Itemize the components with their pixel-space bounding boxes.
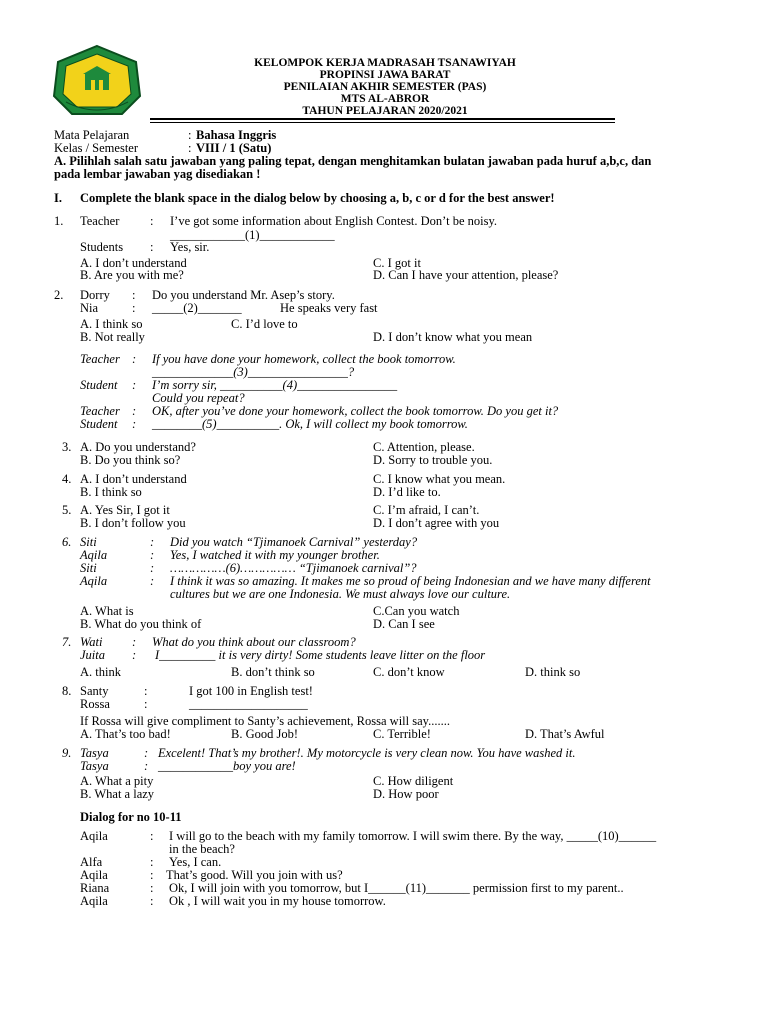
instruction-line-1: A. Pilihlah salah satu jawaban yang paling tepat, dengan menghitamkan bulatan jawaban pada huruf a,b,c, dan xyxy=(54,154,652,168)
class-colon: : xyxy=(188,141,192,155)
q4-option-d: D. I’d like to. xyxy=(373,485,441,499)
q6-option-a: A. What is xyxy=(80,604,134,618)
q1-blank: ____________(1)____________ xyxy=(170,228,335,242)
q7-line-1: What do you think about our classroom? xyxy=(152,635,356,649)
q4-option-a: A. I don’t understand xyxy=(80,472,187,486)
header-line-5: TAHUN PELAJARAN 2020/2021 xyxy=(302,105,468,117)
dialog1011-colon-5: : xyxy=(150,894,154,908)
q6-speaker-4: Aqila xyxy=(80,574,108,588)
q8-prompt: If Rossa will give compliment to Santy’s achievement, Rossa will say....... xyxy=(80,714,450,728)
dialog1011-line-1: I will go to the beach with my family tomorrow. I will swim there. By the way, _____(10)______ xyxy=(169,829,657,843)
q8-number: 8. xyxy=(62,684,72,698)
q7-option-c: C. don’t know xyxy=(373,665,445,679)
q6-speaker-3: Siti xyxy=(80,561,97,575)
subject-colon: : xyxy=(188,128,192,142)
q1-line-2: Yes, sir. xyxy=(170,240,210,254)
q3-option-a: A. Do you understand? xyxy=(80,440,196,454)
q1-speaker-1: Teacher xyxy=(80,214,120,228)
q6-colon-4: : xyxy=(150,574,155,588)
q6-option-b: B. What do you think of xyxy=(80,617,202,631)
q6-line-4b: cultures but we are one Indonesia. We must always love our culture. xyxy=(170,587,511,601)
q9-speaker-2: Tasya xyxy=(80,759,109,773)
q3-number: 3. xyxy=(62,440,72,454)
q5-option-b: B. I don’t follow you xyxy=(80,516,186,530)
dialog1011-line-3: That’s good. Will you join with us? xyxy=(166,868,343,882)
dialog35-speaker-1: Teacher xyxy=(80,352,120,366)
q8-blank: ___________________ xyxy=(189,697,308,711)
dialog35-colon-4: : xyxy=(132,417,137,431)
dialog1011-line-4: Ok, I will join with you tomorrow, but I______(11)_______ permission first to my parent.. xyxy=(169,881,624,895)
q6-speaker-2: Aqila xyxy=(80,548,108,562)
header-rule-bottom xyxy=(150,122,615,123)
dialog1011-colon-4: : xyxy=(150,881,154,895)
subject-value: Bahasa Inggris xyxy=(196,128,277,142)
q8-speaker-2: Rossa xyxy=(80,697,110,711)
dialog35-speaker-3: Teacher xyxy=(80,404,120,418)
dialog1011-speaker-5: Aqila xyxy=(80,894,108,908)
q6-colon-3: : xyxy=(150,561,155,575)
q1-option-c: C. I got it xyxy=(373,256,421,270)
dialog1011-colon-2: : xyxy=(150,855,154,869)
q1-option-a: A. I don’t understand xyxy=(80,256,187,270)
q8-option-a: A. That’s too bad! xyxy=(80,727,171,741)
dialog1011-speaker-3: Aqila xyxy=(80,868,108,882)
class-value: VIII / 1 (Satu) xyxy=(196,141,272,155)
header-line-2: PROPINSI JAWA BARAT xyxy=(319,69,451,81)
dialog35-blank-3: _____________(3)________________? xyxy=(152,365,355,379)
q7-speaker-1: Wati xyxy=(80,635,103,649)
q6-speaker-1: Siti xyxy=(80,535,97,549)
q2-speaker-2: Nia xyxy=(80,301,99,315)
q9-speaker-1: Tasya xyxy=(80,746,109,760)
section-instruction: Complete the blank space in the dialog below by choosing a, b, c or d for the best answer! xyxy=(80,191,555,205)
q2-speaker-1: Dorry xyxy=(80,288,110,302)
q4-option-b: B. I think so xyxy=(80,485,142,499)
q2-colon-1: : xyxy=(132,288,136,302)
q9-option-b: B. What a lazy xyxy=(80,787,155,801)
class-label: Kelas / Semester xyxy=(54,141,139,155)
q2-option-b: B. Not really xyxy=(80,330,145,344)
q8-speaker-1: Santy xyxy=(80,684,109,698)
dialog35-line-2: I’m sorry sir, __________(4)________________ xyxy=(152,378,398,392)
q5-number: 5. xyxy=(62,503,72,517)
dialog1011-speaker-2: Alfa xyxy=(80,855,103,869)
q6-colon-1: : xyxy=(150,535,155,549)
q7-colon-1: : xyxy=(132,635,137,649)
dialog35-speaker-2: Student xyxy=(80,378,118,392)
q9-number: 9. xyxy=(62,746,72,760)
q5-option-d: D. I don’t agree with you xyxy=(373,516,500,530)
school-logo xyxy=(52,44,142,118)
q1-speaker-2: Students xyxy=(80,240,124,254)
dialog1011-speaker-1: Aqila xyxy=(80,829,108,843)
dialog35-line-2b: Could you repeat? xyxy=(152,391,245,405)
q9-option-a: A. What a pity xyxy=(80,774,154,788)
q6-option-d: D. Can I see xyxy=(373,617,435,631)
q6-colon-2: : xyxy=(150,548,155,562)
q8-option-d: D. That’s Awful xyxy=(525,727,605,741)
q7-option-d: D. think so xyxy=(525,665,581,679)
dialog35-colon-3: : xyxy=(132,404,137,418)
q2-blank: _____(2)_______ xyxy=(152,301,242,315)
q9-option-c: C. How diligent xyxy=(373,774,454,788)
q6-line-1: Did you watch “Tjimanoek Carnival” yesterday? xyxy=(170,535,418,549)
dialog1011-colon-1: : xyxy=(150,829,154,843)
dialog1011-line-5: Ok , I will wait you in my house tomorrow. xyxy=(169,894,386,908)
q8-colon-1: : xyxy=(144,684,148,698)
q1-line-1: I’ve got some information about English Contest. Don’t be noisy. xyxy=(170,214,498,228)
dialog1011-title: Dialog for no 10-11 xyxy=(80,810,182,824)
header-line-4: MTS AL-ABROR xyxy=(340,93,430,105)
dialog1011-colon-3: : xyxy=(150,868,154,882)
q2-option-c: C. I’d love to xyxy=(231,317,298,331)
q6-option-c: C.Can you watch xyxy=(373,604,460,618)
dialog35-line-3: OK, after you’ve done your homework, collect the book tomorrow. Do you get it? xyxy=(152,404,559,418)
q6-number: 6. xyxy=(62,535,72,549)
q7-option-a: A. think xyxy=(80,665,121,679)
dialog1011-line-2: Yes, I can. xyxy=(169,855,222,869)
q2-colon-2: : xyxy=(132,301,136,315)
q2-option-a: A. I think so xyxy=(80,317,143,331)
dialog35-line-1: If you have done your homework, collect the book tomorrow. xyxy=(152,352,456,366)
q2-line-1: Do you understand Mr. Asep’s story. xyxy=(152,288,335,302)
dialog35-line-4: ________(5)__________. Ok, I will collect my book tomorrow. xyxy=(152,417,468,431)
dialog1011-speaker-4: Riana xyxy=(80,881,110,895)
q1-colon-1: : xyxy=(150,214,154,228)
section-number: I. xyxy=(54,191,62,205)
q1-option-b: B. Are you with me? xyxy=(80,268,184,282)
q9-option-d: D. How poor xyxy=(373,787,439,801)
q6-line-3: ……………(6)…………… “Tjimanoek carnival”? xyxy=(170,561,417,575)
q7-option-b: B. don’t think so xyxy=(231,665,315,679)
q6-line-2: Yes, I watched it with my younger brother. xyxy=(170,548,380,562)
q7-colon-2: : xyxy=(132,648,137,662)
q2-line-2: He speaks very fast xyxy=(280,301,378,315)
q8-option-c: C. Terrible! xyxy=(373,727,431,741)
q4-number: 4. xyxy=(62,472,72,486)
dialog35-speaker-4: Student xyxy=(80,417,118,431)
q8-colon-2: : xyxy=(144,697,148,711)
q3-option-c: C. Attention, please. xyxy=(373,440,475,454)
q5-option-c: C. I’m afraid, I can’t. xyxy=(373,503,480,517)
q4-option-c: C. I know what you mean. xyxy=(373,472,506,486)
q3-option-b: B. Do you think so? xyxy=(80,453,181,467)
q1-option-d: D. Can I have your attention, please? xyxy=(373,268,559,282)
subject-label: Mata Pelajaran xyxy=(54,128,130,142)
q3-option-d: D. Sorry to trouble you. xyxy=(373,453,493,467)
q7-number: 7. xyxy=(62,635,72,649)
q6-line-4: I think it was so amazing. It makes me so proud of being Indonesian and we have many different xyxy=(170,574,651,588)
q9-line-2: ____________boy you are! xyxy=(158,759,296,773)
q9-colon-1: : xyxy=(144,746,149,760)
q5-option-a: A. Yes Sir, I got it xyxy=(80,503,170,517)
q9-colon-2: : xyxy=(144,759,149,773)
header-rule-top xyxy=(150,118,615,120)
q2-option-d: D. I don’t know what you mean xyxy=(373,330,533,344)
q9-line-1: Excelent! That’s my brother!. My motorcycle is very clean now. You have washed it. xyxy=(158,746,576,760)
q7-line-2: I_________ it is very dirty! Some students leave litter on the floor xyxy=(155,648,486,662)
q1-colon-2: : xyxy=(150,240,154,254)
header-line-1: KELOMPOK KERJA MADRASAH TSANAWIYAH xyxy=(254,57,516,69)
q8-line-1: I got 100 in English test! xyxy=(189,684,313,698)
q2-number: 2. xyxy=(54,288,64,302)
dialog35-colon-2: : xyxy=(132,378,137,392)
q8-option-b: B. Good Job! xyxy=(231,727,299,741)
dialog1011-line-1b: in the beach? xyxy=(169,842,235,856)
instruction-line-2: pada lembar jawaban yag disediakan ! xyxy=(54,167,261,181)
q7-speaker-2: Juita xyxy=(80,648,105,662)
dialog35-colon-1: : xyxy=(132,352,137,366)
header-line-3: PENILAIAN AKHIR SEMESTER (PAS) xyxy=(283,81,487,93)
q1-number: 1. xyxy=(54,214,64,228)
